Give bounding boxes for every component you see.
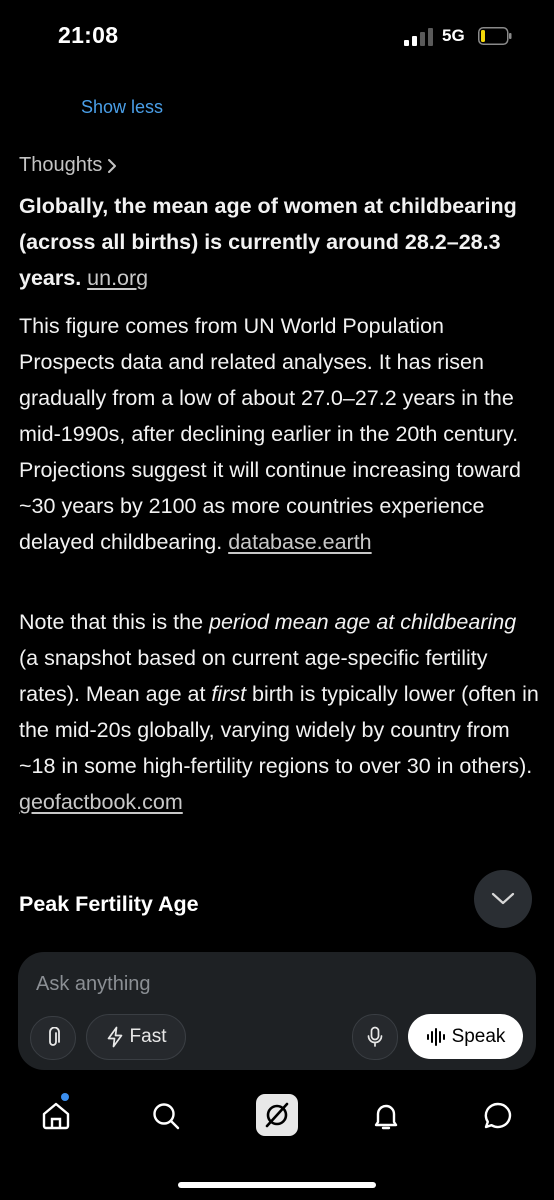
lightning-icon [106, 1026, 124, 1048]
battery-icon [478, 27, 512, 45]
thoughts-label: Thoughts [19, 154, 103, 176]
source-link-un[interactable]: un.org [87, 266, 149, 290]
paragraph-text: Globally, the mean age of women at childbearing (across all births) is currently around 28.2–28.3 years. [19, 194, 517, 290]
cellular-signal-icon [404, 28, 434, 46]
paragraph-text: This figure comes from UN World Population Prospects data and related analyses. It has risen gradually from a low of about 27.0–27.2 years in the mid-1990s, after declining earlier in the 20th century. Projections suggest it will continue increasing toward ~30 years by 2100 as more countries experience delayed childbearing. [19, 314, 521, 554]
thoughts-toggle[interactable] [19, 154, 118, 177]
attach-button[interactable] [30, 1016, 76, 1060]
paragraph-text: Note that this is the [19, 610, 210, 634]
scroll-down-button[interactable] [474, 870, 532, 928]
fast-label: Fast [129, 1026, 167, 1047]
answer-paragraph-2 [19, 308, 539, 560]
answer-paragraph-1 [19, 188, 539, 296]
microphone-icon [366, 1026, 384, 1048]
nav-grok[interactable] [256, 1094, 298, 1136]
home-indicator [178, 1182, 376, 1188]
nav-home[interactable] [32, 1092, 80, 1140]
speak-label: Speak [451, 1025, 506, 1047]
speak-button[interactable] [408, 1014, 523, 1059]
chat-bubble-icon [482, 1100, 514, 1132]
waveform-icon [426, 1027, 446, 1047]
source-link-database-earth[interactable]: database.earth [228, 530, 372, 554]
emphasis-text: first [211, 682, 247, 706]
show-less-link[interactable]: Show less [81, 97, 164, 117]
bell-icon [370, 1100, 402, 1132]
chevron-down-icon [491, 892, 515, 906]
nav-messages[interactable] [474, 1092, 522, 1140]
nav-search[interactable] [142, 1092, 190, 1140]
ask-input[interactable]: Ask anything [36, 973, 151, 995]
paperclip-icon [45, 1027, 61, 1049]
nav-notifications[interactable] [362, 1092, 410, 1140]
search-icon [150, 1100, 182, 1132]
fast-mode-button[interactable] [86, 1014, 186, 1060]
paragraph-text: birth is typically lower (often in the mid-20s globally, varying widely by country from ~18 in some high-fertility regions to over 30 in others). [19, 682, 539, 778]
paragraph-text: (a snapshot based on current age-specific fertility rates). Mean age at [19, 646, 488, 706]
grok-icon [262, 1100, 292, 1130]
chevron-right-icon [106, 157, 118, 175]
home-icon [40, 1100, 72, 1132]
section-heading: Peak Fertility Age [19, 892, 199, 916]
microphone-button[interactable] [352, 1014, 398, 1060]
source-link-geofactbook[interactable]: geofactbook.com [19, 790, 183, 814]
network-type: 5G [442, 26, 465, 45]
notification-dot [61, 1093, 69, 1101]
answer-paragraph-3 [19, 604, 539, 820]
emphasis-text: period mean age at childbearing [209, 610, 517, 634]
status-time: 21:08 [58, 22, 119, 48]
